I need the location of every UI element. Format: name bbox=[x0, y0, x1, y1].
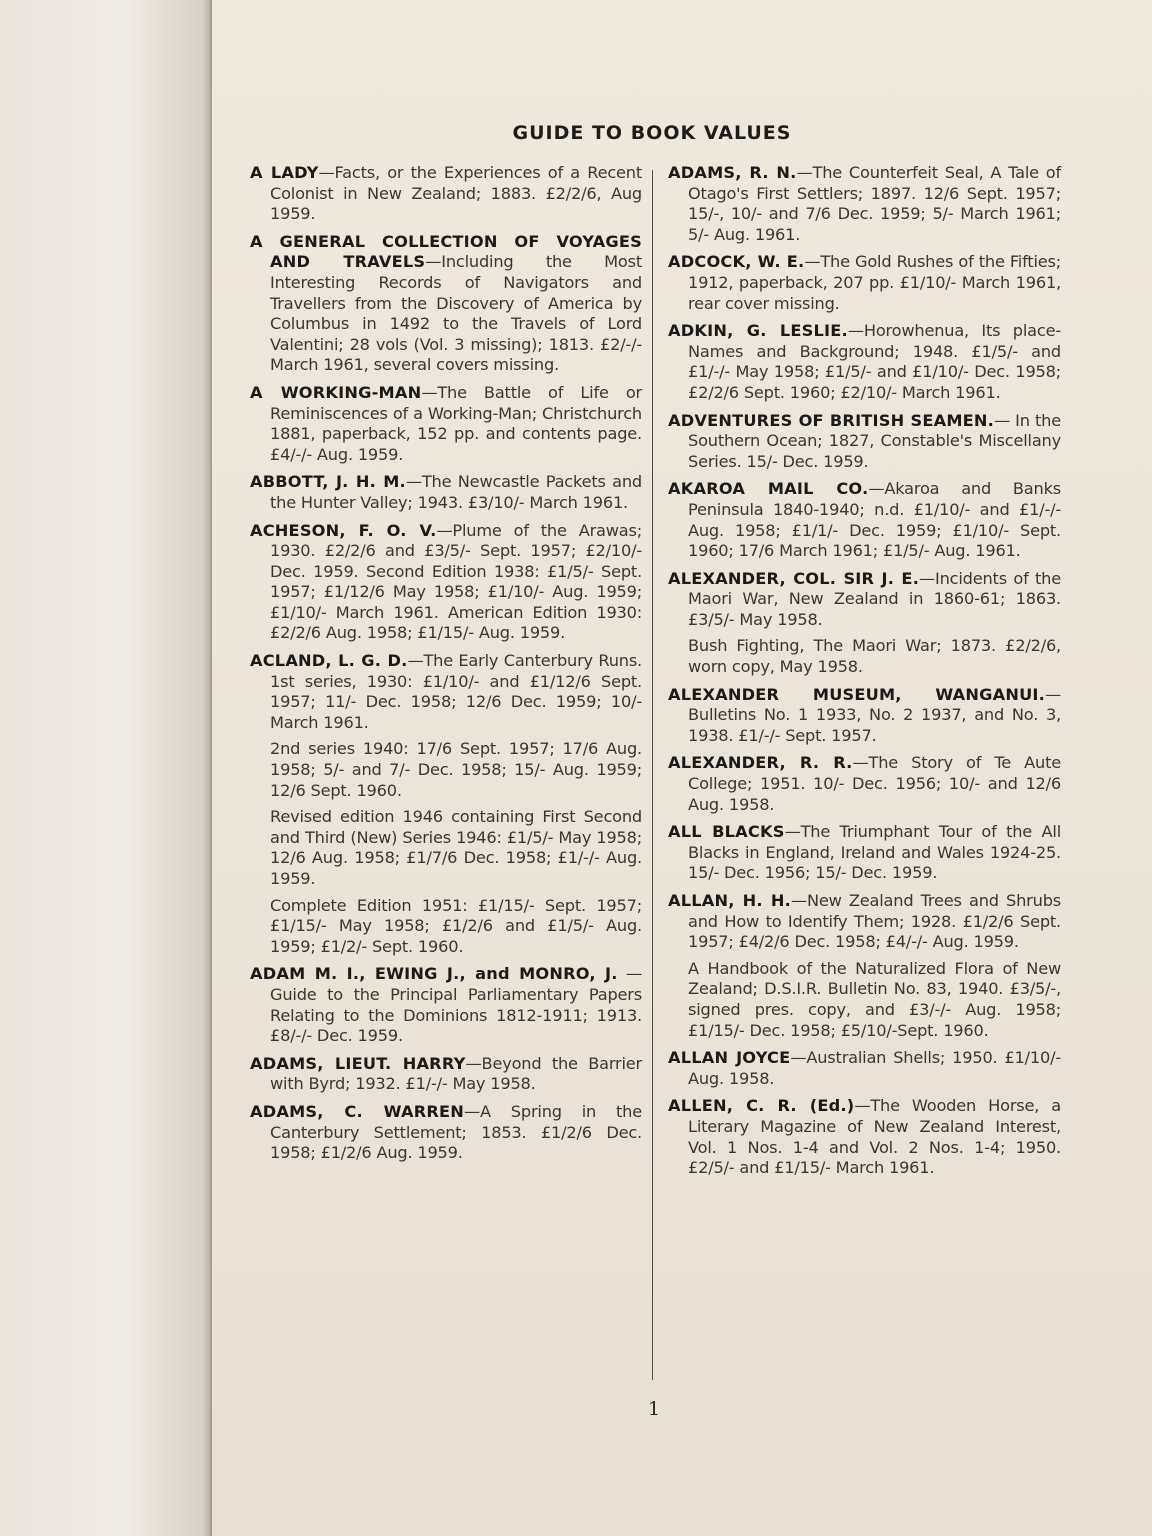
entry-heading: ALLEN, C. R. (Ed.) bbox=[668, 1096, 855, 1116]
entry-heading: ALLAN JOYCE bbox=[668, 1048, 791, 1068]
entry-text: —A Spring in the Canterbury Settlement; 1853. £1/2/6 Dec. 1958; £1/2/6 Aug. 1959. bbox=[270, 1101, 642, 1163]
catalog-entry bbox=[668, 1096, 1061, 1178]
entry-heading: ADAMS, R. N. bbox=[668, 163, 797, 182]
entry-text: —The Counterfeit Seal, A Tale of Otago's First Settlers; 1897. 12/6 Sept. 1957; 15/-, 10/- and 7/6 Dec. 1959; 5/- March 1961; 5/- Aug. 1961. bbox=[688, 163, 1061, 244]
catalog-entry bbox=[668, 753, 1061, 815]
entry-heading: ACHESON, F. O. V. bbox=[250, 520, 437, 540]
entry-text: —New Zealand Trees and Shrubs and How to Identify Them; 1928. £1/2/6 Sept. 1957; £4/2/6 Dec. 1958; £4/-/- Aug. 1959. bbox=[688, 891, 1062, 952]
entry-text: 2nd series 1940: 17/6 Sept. 1957; 17/6 Aug. 1958; 5/- and 7/- Dec. 1958; 15/- Aug. 1959; 12/6 Sept. 1960. bbox=[270, 739, 642, 800]
entry-heading: A WORKING-MAN bbox=[250, 382, 422, 402]
entry-text: — Bulletins No. 1 1933, No. 2 1937, and No. 3, 1938. £1/-/- Sept. 1957. bbox=[688, 684, 1061, 745]
catalog-entry bbox=[250, 521, 642, 645]
facing-page bbox=[0, 0, 212, 1536]
entry-heading: ABBOTT, J. H. M. bbox=[250, 472, 406, 492]
entry-text: —Facts, or the Experiences of a Recent Colonist in New Zealand; 1883. £2/2/6, Aug 1959. bbox=[270, 163, 643, 224]
entry-text: —Including the Most Interesting Records of Navigators and Travellers from the Discovery of America by Columbus in 1492 to the Travels of Lord Valentini; 28 vols (Vol. 3 missing); 1813. £2/-/- March 1961, several covers missing. bbox=[270, 252, 642, 375]
catalog-subentry bbox=[668, 959, 1061, 1041]
entry-heading: ALLAN, H. H. bbox=[668, 891, 791, 910]
catalog-entry bbox=[668, 411, 1061, 473]
catalog-entry bbox=[668, 479, 1061, 561]
catalog-entry bbox=[668, 163, 1061, 245]
catalog-entry bbox=[250, 1054, 642, 1095]
catalog-entry bbox=[250, 383, 642, 465]
entry-text: —The Story of Te Aute College; 1951. 10/- Dec. 1956; 10/- and 12/6 Aug. 1958. bbox=[688, 753, 1061, 814]
entry-text: —The Battle of Life or Reminiscences of a Working-Man; Christchurch 1881, paperback, 152 pp. and contents page. £4/-/- Aug. 1959. bbox=[270, 382, 642, 464]
entry-text: —The Newcastle Packets and the Hunter Valley; 1943. £3/10/- March 1961. bbox=[270, 472, 642, 512]
entry-text: Bush Fighting, The Maori War; 1873. £2/2/6, worn copy, May 1958. bbox=[688, 636, 1061, 677]
catalog-entry bbox=[250, 232, 642, 376]
entry-text: —The Wooden Horse, a Literary Magazine of New Zealand Interest, Vol. 1 Nos. 1-4 and Vol. 2 Nos. 1-4; 1950. £2/5/- and £1/15/- March 1961. bbox=[688, 1096, 1061, 1178]
catalog-entry bbox=[250, 964, 642, 1046]
entry-heading: ADAMS, LIEUT. HARRY bbox=[250, 1053, 466, 1073]
entry-text: —The Gold Rushes of the Fifties; 1912, paperback, 207 pp. £1/10/- March 1961, rear cover missing. bbox=[688, 252, 1061, 313]
entry-heading: ADAMS, C. WARREN bbox=[250, 1101, 465, 1121]
entry-heading: A GENERAL COLLECTION OF VOYAGES AND TRAVELS bbox=[250, 231, 642, 272]
catalog-subentry bbox=[250, 807, 642, 889]
catalog-subentry bbox=[250, 739, 642, 801]
catalog-entry bbox=[250, 1102, 642, 1164]
entry-text: Revised edition 1946 containing First Second and Third (New) Series 1946: £1/5/- May 1958; 12/6 Aug. 1958; £1/7/6 Dec. 1958; £1/-/- Aug. 1959. bbox=[270, 807, 642, 888]
entry-heading: ADCOCK, W. E. bbox=[668, 252, 805, 272]
entry-text: —Guide to the Principal Parliamentary Papers Relating to the Dominions 1812-1911; 1913. £8/-/- Dec. 1959. bbox=[270, 964, 642, 1046]
entry-text: — In the Southern Ocean; 1827, Constable's Miscellany Series. 15/- Dec. 1959. bbox=[688, 410, 1061, 471]
page-number: 1 bbox=[648, 1398, 661, 1420]
entry-heading: AKAROA MAIL CO. bbox=[668, 479, 869, 499]
entry-heading: ALEXANDER, COL. SIR J. E. bbox=[668, 568, 920, 588]
entry-heading: ADVENTURES OF BRITISH SEAMEN. bbox=[668, 410, 994, 430]
catalog-entry bbox=[250, 651, 642, 733]
catalog-entry bbox=[668, 321, 1061, 403]
catalog-entry bbox=[668, 252, 1061, 314]
catalog-entry bbox=[668, 569, 1061, 631]
catalog-subentry bbox=[250, 896, 642, 958]
catalog-entry bbox=[250, 163, 642, 225]
catalog-entry bbox=[668, 822, 1061, 884]
entry-heading: ALEXANDER, R. R. bbox=[668, 753, 853, 773]
catalog-entry bbox=[668, 1048, 1061, 1089]
entry-text: —Incidents of the Maori War, New Zealand in 1860-61; 1863. £3/5/- May 1958. bbox=[688, 568, 1061, 629]
right-column bbox=[668, 163, 1061, 1186]
catalog-entry bbox=[250, 472, 642, 513]
entry-text: A Handbook of the Naturalized Flora of New Zealand; D.S.I.R. Bulletin No. 83, 1940. £3/5/-, signed pres. copy, and £3/-/- Aug. 1958; £1/15/- Dec. 1958; £5/10/-Sept. 1960. bbox=[688, 958, 1061, 1040]
catalog-entry bbox=[668, 685, 1061, 747]
entry-text: —Akaroa and Banks Peninsula 1840-1940; n.d. £1/10/- and £1/-/- Aug. 1958; £1/1/- Dec. 1959; £1/10/- Sept. 1960; 17/6 March 1961; £1/5/- Aug. 1961. bbox=[688, 479, 1061, 561]
entry-heading: ADKIN, G. LESLIE. bbox=[668, 321, 848, 341]
entry-text: —Australian Shells; 1950. £1/10/- Aug. 1958. bbox=[688, 1048, 1061, 1088]
entry-text: —Plume of the Arawas; 1930. £2/2/6 and £3/5/- Sept. 1957; £2/10/- Dec. 1959. Second Edition 1938: £1/5/- Sept. 1957; £1/12/6 May 1958; £1/10/- Aug. 1959; £1/10/- March 1961. American Edition 1930: £2/2/6 Aug. 1958; £1/15/- Aug. 1959. bbox=[270, 520, 642, 643]
entry-text: Complete Edition 1951: £1/15/- Sept. 1957; £1/15/- May 1958; £1/2/6 and £1/5/- Aug. 1959; £1/2/- Sept. 1960. bbox=[270, 895, 642, 956]
left-column bbox=[250, 163, 642, 1171]
catalog-entry bbox=[668, 891, 1061, 953]
entry-text: —Horowhenua, Its place-Names and Background; 1948. £1/5/- and £1/-/- May 1958; £1/5/- and £1/10/- Dec. 1958; £2/2/6 Sept. 1960; £2/10/- March 1961. bbox=[688, 321, 1061, 402]
entry-heading: ACLAND, L. G. D. bbox=[250, 651, 408, 671]
column-divider bbox=[652, 170, 653, 1380]
catalog-subentry bbox=[668, 636, 1061, 677]
document-page bbox=[212, 0, 1152, 1536]
entry-heading: ALEXANDER MUSEUM, WANGANUI. bbox=[668, 684, 1045, 704]
entry-text: —The Triumphant Tour of the All Blacks in England, Ireland and Wales 1924-25. 15/- Dec. 1956; 15/- Dec. 1959. bbox=[688, 822, 1061, 883]
entry-text: —Beyond the Barrier with Byrd; 1932. £1/-/- May 1958. bbox=[270, 1053, 642, 1094]
entry-heading: A LADY bbox=[250, 163, 319, 182]
entry-heading: ADAM M. I., EWING J., and MONRO, J. bbox=[250, 964, 618, 984]
entry-heading: ALL BLACKS bbox=[668, 822, 785, 842]
entry-text: —The Early Canterbury Runs. 1st series, 1930: £1/10/- and £1/12/6 Sept. 1957; 11/- Dec. 1958; 12/6 Dec. 1959; 10/- March 1961. bbox=[270, 651, 642, 732]
page-title: GUIDE TO BOOK VALUES bbox=[512, 122, 792, 144]
